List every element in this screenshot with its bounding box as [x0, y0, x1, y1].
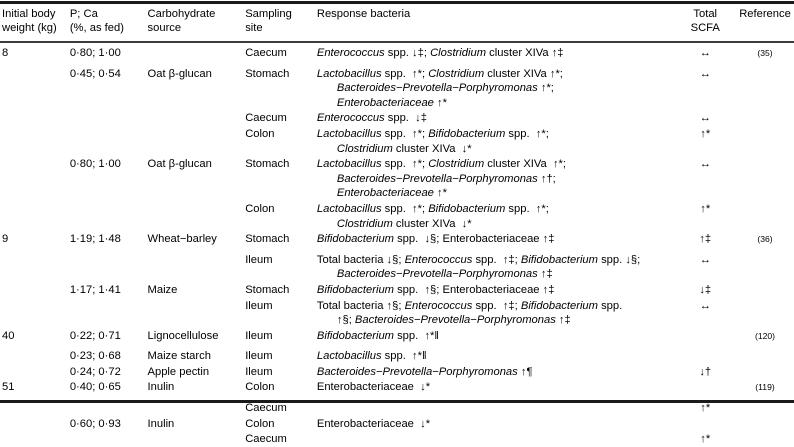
response-text: cluster XIVa ↓* — [392, 217, 472, 230]
taxon-name: Enterobacteriaceae — [336, 96, 434, 109]
scfa-indicator: ↔ — [699, 299, 711, 312]
cell-p-ca: 0·22; 0·71 — [69, 329, 121, 342]
taxon-name: Bifidobacterium — [316, 283, 394, 296]
cell-carbohydrate-source — [148, 201, 246, 231]
response-line — [317, 313, 675, 328]
cell-initial-body-weight — [0, 348, 70, 364]
response-text: cluster XIVa ↑*; — [484, 158, 567, 171]
response-blank-line — [317, 401, 675, 416]
cell-reference — [736, 201, 794, 231]
header-label-initial-body-weight: weight (kg) — [2, 21, 57, 34]
cell-response-bacteria — [317, 252, 675, 282]
scfa-indicator: ↔ — [699, 158, 711, 171]
cell-reference — [736, 431, 794, 447]
cell-reference — [736, 126, 794, 156]
cell-initial-body-weight — [0, 431, 70, 447]
header-label-initial-body-weight: Initial body — [2, 8, 56, 20]
header-label-p-ca: (%, as fed) — [69, 21, 124, 34]
response-text: ↑†; — [537, 172, 556, 185]
table-row — [0, 282, 794, 298]
header-label-response-bacteria: Response bacteria — [316, 8, 411, 20]
cell-total-scfa — [674, 282, 736, 298]
taxon-name: Bacteroides−Prevotella−Porphyromonas — [336, 268, 538, 281]
cell-response-bacteria — [317, 416, 675, 432]
reference-citation[interactable]: (120) — [754, 330, 776, 341]
cell-response-bacteria — [317, 41, 675, 66]
response-text: Total bacteria ↑§; — [316, 299, 405, 312]
table-row — [0, 298, 794, 328]
cell-reference — [736, 66, 794, 111]
response-line — [317, 186, 675, 201]
taxon-name: Clostridium — [336, 142, 393, 155]
response-text: ↑‡ — [555, 314, 571, 327]
taxon-name: Bifidobacterium — [428, 127, 506, 140]
taxon-name: Bifidobacterium — [316, 233, 394, 246]
cell-reference — [736, 400, 794, 416]
cell-p-ca — [70, 431, 148, 447]
response-line — [317, 127, 675, 142]
table-row — [0, 416, 794, 432]
cell-reference — [736, 328, 794, 349]
table-head — [0, 0, 794, 41]
cell-p-ca: 0·40; 0·65 — [69, 381, 121, 394]
response-text: Enterobacteriaceae ↓* — [316, 417, 431, 430]
table-row — [0, 431, 794, 447]
table-row — [0, 110, 794, 126]
response-text: spp. ↑*; — [381, 67, 429, 80]
cell-initial-body-weight: 40 — [2, 329, 15, 342]
reference-citation[interactable]: (36) — [757, 234, 773, 245]
cell-initial-body-weight: 8 — [2, 47, 9, 59]
header-row — [0, 0, 794, 41]
response-blank-line — [317, 432, 675, 447]
response-line — [317, 329, 675, 344]
scfa-indicator: ↑* — [700, 402, 711, 415]
cell-p-ca — [70, 110, 148, 126]
response-line — [317, 365, 675, 380]
response-line — [317, 299, 675, 314]
header-cell-p-ca — [70, 0, 148, 41]
scfa-indicator: ↑* — [700, 127, 711, 140]
response-line — [317, 217, 675, 232]
table-row — [0, 348, 794, 364]
cell-initial-body-weight — [0, 201, 70, 231]
table-row — [0, 328, 794, 349]
response-text: spp. ↑§; Enterobacteriaceae ↑‡ — [393, 283, 555, 296]
cell-p-ca — [70, 252, 148, 282]
cell-initial-body-weight — [0, 416, 70, 432]
cell-sampling-site: Colon — [245, 381, 275, 394]
header-label-total-scfa: Total — [693, 8, 718, 20]
header-label-sampling-site: Sampling — [245, 8, 292, 20]
taxon-name: Lactobacillus — [316, 158, 382, 171]
cell-sampling-site: Caecum — [245, 47, 287, 59]
cell-reference — [736, 41, 794, 66]
cell-p-ca: 1·17; 1·41 — [69, 283, 121, 296]
cell-p-ca: 0·80; 1·00 — [69, 158, 121, 171]
taxon-name: Enterococcus — [404, 253, 473, 266]
cell-sampling-site: Ileum — [245, 299, 273, 312]
cell-sampling-site: Colon — [245, 202, 275, 215]
taxon-name: Lactobacillus — [316, 202, 382, 215]
cell-sampling-site: Caecum — [245, 402, 287, 415]
cell-carbohydrate-source: Inulin — [147, 381, 175, 394]
taxon-name: Enterococcus — [316, 47, 385, 59]
cell-p-ca: 0·23; 0·68 — [69, 350, 121, 363]
response-line — [317, 349, 675, 364]
cell-response-bacteria — [317, 379, 675, 400]
cell-initial-body-weight — [0, 282, 70, 298]
scfa-indicator: ↑* — [700, 433, 711, 446]
cell-sampling-site: Caecum — [245, 112, 287, 125]
cell-initial-body-weight — [0, 364, 70, 380]
cell-initial-body-weight — [0, 156, 70, 201]
taxon-name: Bifidobacterium — [428, 202, 506, 215]
header-cell-response-bacteria — [317, 0, 675, 41]
cell-sampling-site: Ileum — [245, 365, 273, 378]
cell-total-scfa — [674, 252, 736, 282]
response-line — [317, 81, 675, 96]
cell-sampling-site: Ileum — [245, 253, 273, 266]
taxon-name: Bacteroides−Prevotella−Porphyromonas — [336, 82, 538, 95]
cell-total-scfa — [674, 66, 736, 111]
scfa-indicator: ↓† — [699, 365, 712, 378]
response-line — [317, 417, 675, 432]
taxon-name: Bacteroides−Prevotella−Porphyromonas — [354, 314, 556, 327]
cell-sampling-site: Caecum — [245, 433, 287, 446]
response-text: spp. ↑*; — [381, 158, 429, 171]
cell-total-scfa — [674, 416, 736, 432]
cell-initial-body-weight — [0, 66, 70, 111]
response-text: spp. ↓§; Enterobacteriaceae ↑‡ — [393, 233, 555, 246]
cell-reference — [736, 110, 794, 126]
cell-p-ca — [70, 298, 148, 328]
cell-carbohydrate-source: Apple pectin — [147, 365, 210, 378]
cell-response-bacteria — [317, 364, 675, 380]
scfa-indicator: ↔ — [699, 67, 711, 80]
taxon-name: Enterococcus — [404, 299, 473, 312]
cell-carbohydrate-source: Oat β-glucan — [147, 67, 212, 80]
cell-total-scfa — [674, 364, 736, 380]
reference-citation[interactable]: (35) — [757, 48, 773, 58]
taxon-name: Bacteroides−Prevotella−Porphyromonas — [316, 365, 518, 378]
response-line — [317, 253, 675, 268]
scfa-indicator: ↑‡ — [699, 233, 712, 246]
table-row — [0, 41, 794, 66]
response-text: cluster XIVa ↑*; — [484, 67, 563, 80]
cell-response-bacteria — [317, 110, 675, 126]
scfa-indicator: ↔ — [699, 112, 711, 125]
cell-sampling-site: Colon — [245, 127, 275, 140]
response-text: Enterobacteriaceae ↓* — [316, 381, 431, 394]
response-text: spp. ↑*; — [505, 127, 549, 140]
response-line — [317, 380, 675, 395]
cell-reference — [736, 416, 794, 432]
cell-response-bacteria — [317, 298, 675, 328]
cell-carbohydrate-source: Oat β-glucan — [147, 158, 212, 171]
table-row — [0, 379, 794, 400]
response-text: ↑¶ — [517, 365, 533, 378]
taxon-name: Clostridium — [428, 67, 485, 80]
cell-total-scfa — [674, 110, 736, 126]
cell-response-bacteria — [317, 126, 675, 156]
response-text: spp. ↓§; — [597, 253, 641, 266]
cell-response-bacteria — [317, 348, 675, 364]
response-line — [317, 172, 675, 187]
cell-p-ca: 0·80; 1·00 — [69, 47, 121, 59]
cell-carbohydrate-source: Wheat−barley — [147, 233, 217, 246]
header-label-sampling-site: site — [245, 21, 263, 34]
cell-total-scfa — [674, 328, 736, 349]
response-line — [317, 283, 675, 298]
cell-total-scfa — [674, 126, 736, 156]
response-line — [317, 267, 675, 282]
cell-p-ca: 0·60; 0·93 — [69, 417, 121, 430]
cell-total-scfa — [674, 400, 736, 416]
cell-carbohydrate-source: Maize — [147, 283, 178, 296]
taxon-name: Lactobacillus — [316, 127, 382, 140]
cell-p-ca: 0·24; 0·72 — [69, 365, 121, 378]
reference-citation[interactable]: (119) — [755, 382, 775, 393]
cell-total-scfa — [674, 431, 736, 447]
table-row — [0, 201, 794, 231]
response-line — [317, 96, 675, 111]
header-cell-sampling-site — [245, 0, 317, 41]
table-row — [0, 252, 794, 282]
header-cell-carbohydrate-source — [148, 0, 246, 41]
response-text: spp. ↑*; — [505, 202, 549, 215]
cell-response-bacteria — [317, 431, 675, 447]
header-label-carbohydrate-source: Carbohydrate — [147, 8, 216, 20]
table-row — [0, 364, 794, 380]
cell-sampling-site: Ileum — [245, 350, 273, 363]
cell-carbohydrate-source — [148, 126, 246, 156]
response-text: cluster XIVa ↑‡ — [486, 47, 564, 59]
cell-total-scfa — [674, 156, 736, 201]
cell-p-ca — [70, 126, 148, 156]
cell-p-ca — [70, 400, 148, 416]
cell-initial-body-weight — [0, 110, 70, 126]
response-text: ↑* — [433, 187, 447, 200]
response-text: spp. ↑*; — [381, 127, 429, 140]
cell-sampling-site: Stomach — [245, 67, 290, 80]
cell-response-bacteria — [317, 231, 675, 252]
cell-initial-body-weight: 9 — [2, 233, 9, 246]
cell-response-bacteria — [317, 66, 675, 111]
cell-total-scfa — [674, 231, 736, 252]
response-text: ↑* — [433, 96, 447, 109]
taxon-name: Bifidobacterium — [316, 329, 394, 342]
table-body — [0, 41, 794, 447]
cell-reference — [736, 231, 794, 252]
cell-carbohydrate-source — [148, 400, 246, 416]
cell-carbohydrate-source: Maize starch — [147, 350, 211, 363]
cell-response-bacteria — [317, 400, 675, 416]
cell-carbohydrate-source — [148, 110, 246, 126]
header-label-total-scfa: SCFA — [690, 21, 720, 34]
response-text: ↑§; — [336, 314, 355, 327]
response-line — [317, 157, 675, 172]
scfa-indicator: ↔ — [699, 253, 711, 266]
cell-reference — [736, 252, 794, 282]
taxon-name: Clostridium — [336, 217, 393, 230]
cell-carbohydrate-source — [148, 298, 246, 328]
table-row — [0, 231, 794, 252]
cell-reference — [736, 156, 794, 201]
response-text: Total bacteria ↓§; — [316, 253, 405, 266]
cell-response-bacteria — [317, 201, 675, 231]
cell-reference — [736, 282, 794, 298]
cell-initial-body-weight — [0, 126, 70, 156]
cell-response-bacteria — [317, 328, 675, 349]
cell-initial-body-weight — [0, 298, 70, 328]
cell-sampling-site: Stomach — [245, 233, 290, 246]
cell-sampling-site: Colon — [245, 417, 275, 430]
taxon-name: Bifidobacterium — [520, 253, 598, 266]
response-text: cluster XIVa ↓* — [392, 142, 472, 155]
response-text: spp. ↑‡; — [472, 253, 521, 266]
header-label-reference: Reference — [739, 8, 791, 20]
response-text: spp. ↓‡; — [384, 47, 431, 59]
cell-total-scfa — [674, 348, 736, 364]
taxon-name: Enterobacteriaceae — [336, 187, 434, 200]
cell-carbohydrate-source — [148, 252, 246, 282]
scfa-indicator: ↔ — [699, 47, 711, 59]
cell-response-bacteria — [317, 156, 675, 201]
taxon-name: Clostridium — [428, 158, 485, 171]
cell-total-scfa — [674, 298, 736, 328]
cell-total-scfa — [674, 379, 736, 400]
response-text: spp. ↓‡ — [384, 112, 427, 125]
cell-sampling-site: Ileum — [245, 329, 273, 342]
cell-reference — [736, 364, 794, 380]
cell-carbohydrate-source: Lignocellulose — [147, 329, 219, 342]
scfa-indicator: ↓‡ — [699, 283, 712, 296]
scfa-indicator: ↑* — [700, 202, 711, 215]
taxon-name: Clostridium — [430, 47, 487, 59]
cell-p-ca — [70, 201, 148, 231]
header-cell-initial-body-weight — [0, 0, 70, 41]
cell-reference — [736, 379, 794, 400]
response-text: spp. ↑*‖ — [393, 329, 440, 342]
cell-p-ca: 0·45; 0·54 — [69, 67, 121, 80]
taxon-name: Lactobacillus — [316, 350, 382, 363]
header-cell-reference — [736, 0, 794, 41]
taxon-name: Lactobacillus — [316, 67, 382, 80]
cell-carbohydrate-source — [148, 41, 246, 66]
cell-initial-body-weight — [0, 252, 70, 282]
table-row — [0, 126, 794, 156]
response-line — [317, 111, 675, 126]
header-cell-total-scfa — [674, 0, 736, 41]
table-row — [0, 156, 794, 201]
table-row — [0, 400, 794, 416]
response-text: spp. ↑‡; — [472, 299, 521, 312]
cell-total-scfa — [674, 201, 736, 231]
taxon-name: Enterococcus — [316, 112, 385, 125]
response-text: spp. ↑*; — [381, 202, 429, 215]
taxon-name: Bifidobacterium — [520, 299, 598, 312]
response-text: spp. — [597, 299, 623, 312]
cell-response-bacteria — [317, 282, 675, 298]
table-row — [0, 66, 794, 111]
response-text: ↑*; — [537, 82, 554, 95]
response-line — [317, 67, 675, 82]
response-line — [317, 46, 675, 61]
taxon-name: Bacteroides−Prevotella−Porphyromonas — [336, 172, 538, 185]
cell-carbohydrate-source: Inulin — [147, 417, 175, 430]
response-text: ↑‡ — [537, 268, 553, 281]
header-label-carbohydrate-source: source — [147, 21, 182, 34]
response-text: spp. ↑*‖ — [381, 350, 427, 363]
response-line — [317, 232, 675, 247]
cell-carbohydrate-source — [148, 431, 246, 447]
response-line — [317, 142, 675, 157]
cell-sampling-site: Stomach — [245, 283, 290, 296]
cell-initial-body-weight: 51 — [2, 381, 15, 394]
cell-p-ca: 1·19; 1·48 — [69, 233, 121, 246]
cell-initial-body-weight — [0, 400, 70, 416]
cell-reference — [736, 298, 794, 328]
header-label-p-ca: P; Ca — [69, 8, 98, 20]
cell-sampling-site: Stomach — [245, 158, 290, 171]
cell-total-scfa — [674, 41, 736, 66]
response-line — [317, 202, 675, 217]
cell-reference — [736, 348, 794, 364]
